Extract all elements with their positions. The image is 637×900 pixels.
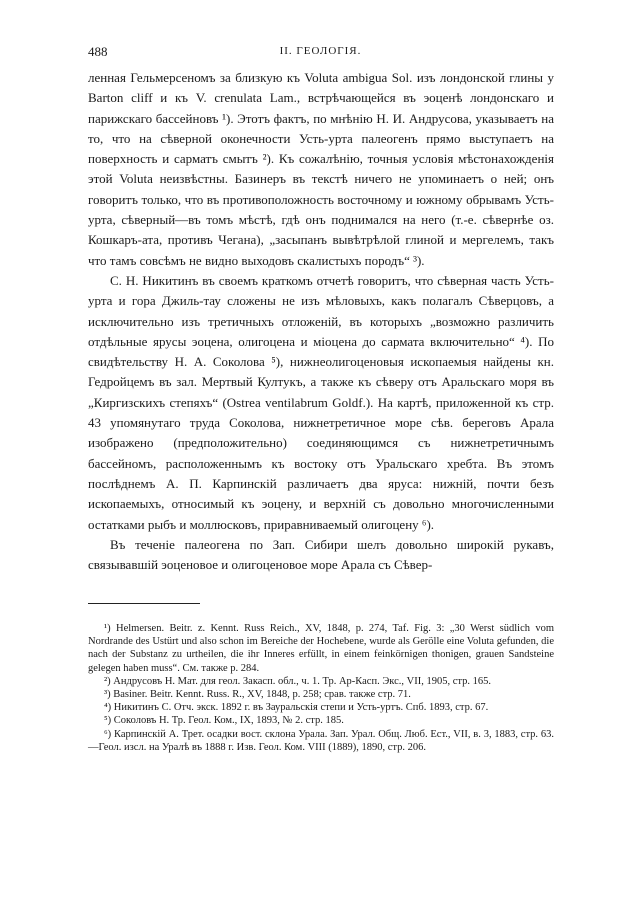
footnote: ⁴) Никитинъ С. Отч. экск. 1892 г. въ Зауральскія степи и Усть-уртъ. Спб. 1893, стр. 67.	[104, 702, 489, 714]
paragraph: ленная Гельмерсеномъ за близкую къ Voluta ambigua Sol. изъ лондонской глины у Barton cliff и къ V. crenulata Lam., встрѣчающейся въ эоценѣ лондонскаго и парижскаго бассейновъ ¹). Этотъ фактъ, по мнѣнію Н. И. Андрусова, указываетъ на то, что на сѣверной оконечности Усть-урта палеогенъ прямо выступаетъ на поверхность и сарматъ смытъ ²). Къ сожалѣнію, точныя условія мѣстонахожденія этой Voluta неизвѣстны. Базинеръ въ текстѣ ничего не упоминаетъ о ней; онъ говоритъ только, что въ противоположность восточному и южному обрывамъ Усть-урта, сѣверный—въ томъ мѣстѣ, гдѣ онъ поднимался на него (т.-е. сѣвернѣе оз. Кошкаръ-ата, противъ Чегана), „засыпанъ вывѣтрѣлой глиной и мергелемъ, такъ что тамъ совсѣмъ не видно выходовъ скалистыхъ породъ“ ³).	[88, 70, 554, 268]
footnotes	[88, 622, 554, 754]
running-head: II. ГЕОЛОГІЯ.	[279, 45, 362, 57]
page-header	[88, 44, 553, 64]
paragraph: Въ теченіе палеогена по Зап. Сибири шелъ довольно широкій рукавъ, связывавшій эоценовое и олигоценовое море Арала съ Сѣвер-	[88, 536, 554, 573]
page-number: 488	[88, 44, 108, 59]
footnote: ³) Basiner. Beitr. Kennt. Russ. R., XV, 1848, p. 258; срав. также стр. 71.	[104, 689, 411, 701]
footnote: ⁶) Карпинскій А. Трет. осадки вост. склона Урала. Зап. Урал. Общ. Люб. Ест., VII, в. 3, 1883, стр. 63.—Геол. изсл. на Уралѣ въ 1888 г. Изв. Геол. Ком. VIII (1889), 1890, стр. 206.	[88, 728, 554, 753]
footnote: ²) Андрусовъ Н. Мат. для геол. Закасп. обл., ч. 1. Тр. Ар-Касп. Экс., VII, 1905, стр. 165.	[104, 675, 491, 687]
footnote-divider	[88, 603, 200, 604]
paragraph: С. Н. Никитинъ въ своемъ краткомъ отчетѣ говоритъ, что сѣверная часть Усть-урта и гора Джиль-тау сложены не изъ мѣловыхъ, какъ полагалъ Сѣверцовъ, а исключительно изъ третичныхъ отложеній, въ которыхъ „возможно различить отдѣльные ярусы эоцена, олигоцена и міоцена до сармата включительно“ ⁴). По свидѣтельству Н. А. Соколова ⁵), нижнеолигоценовыя ископаемыя найдены кн. Гедройцемъ въ зал. Мертвый Култукъ, а также къ сѣверу отъ Аральскаго моря въ „Киргизскихъ степяхъ“ (Ostrea ventilabrum Goldf.). На картѣ, приложенной къ стр. 43 упомянутаго труда Соколова, нижнетретичное море сѣв. береговъ Арала изображено (предположительно) соединяющимся съ нижнетретичнымъ бассейномъ, расположеннымъ къ востоку отъ Уральскаго хребта. Въ этомъ послѣднемъ А. П. Карпинскій различаетъ два яруса: нижній, почти безъ ископаемыхъ, относимый къ эоцену, и верхній съ довольно многочисленными остатками рыбъ и моллюсковъ, приравниваемый олигоцену ⁶).	[88, 272, 554, 532]
main-text	[88, 68, 554, 575]
footnote: ¹) Helmersen. Beitr. z. Kennt. Russ Reich., XV, 1848, p. 274, Taf. Fig. 3: „30 Werst südlich vom Nordrande des Ustürt und also schon im Bereiche der Hochebene, wurde als Gerölle eine Voluta gefunden, die nach der Substanz zu urtheilen, die ihr Inneres erfüllt, in einem feinkörnigen thonigen, grauen Sandsteine gelegen haben muss“. См. также р. 284.	[88, 623, 554, 674]
footnote: ⁵) Соколовъ Н. Тр. Геол. Ком., IX, 1893, № 2. стр. 185.	[104, 715, 344, 727]
